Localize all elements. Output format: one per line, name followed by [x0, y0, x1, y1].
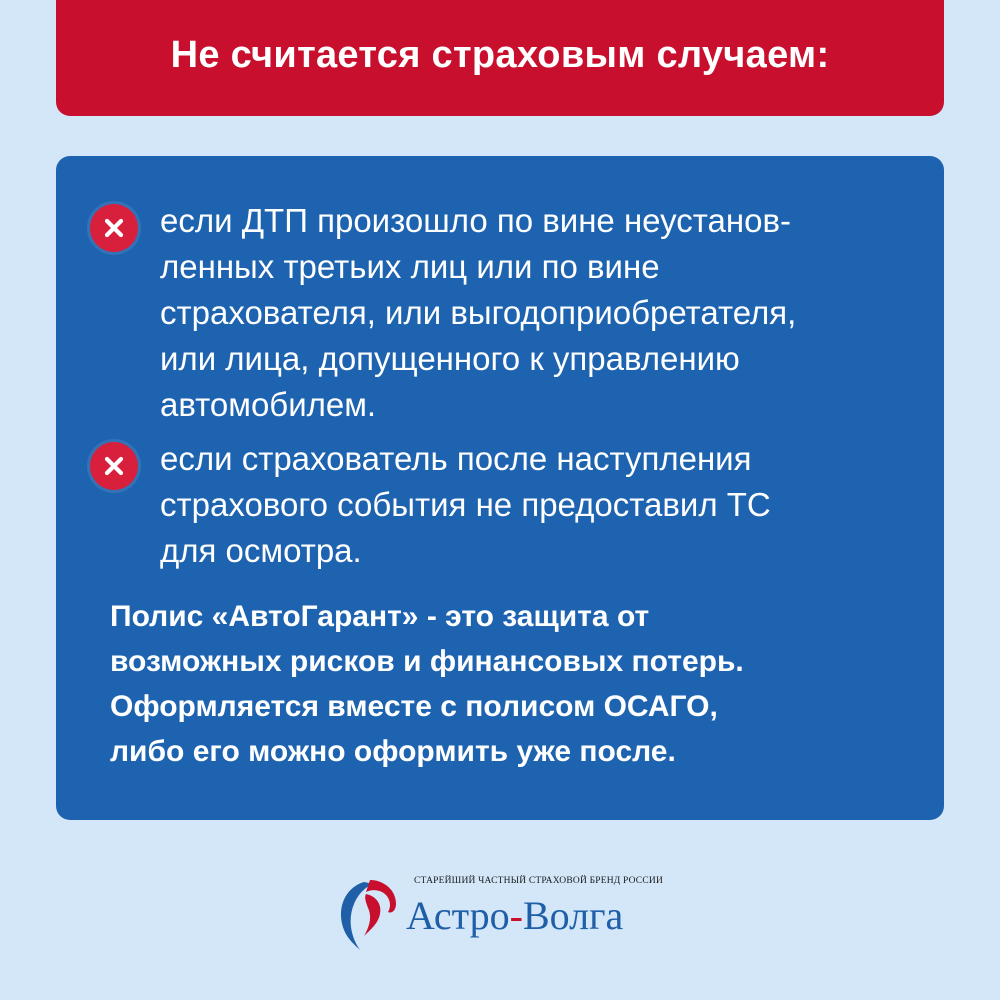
text-line: страхового события не предоставил ТС [160, 486, 771, 523]
page-title: Не считается страховым случаем: [170, 33, 830, 76]
summary-line: Полис «АвтоГарант» - это защита от [110, 600, 650, 633]
text-line: для осмотра. [160, 532, 362, 569]
text-line: автомобилем. [160, 386, 377, 423]
x-icon [90, 204, 138, 252]
list-item-text [160, 198, 796, 428]
text-line: страхователя, или выгодоприобретателя, [160, 294, 797, 331]
brand-logo [330, 862, 690, 952]
list-item [90, 198, 920, 428]
summary-line: возможных рисков и финансовых потерь. [110, 645, 744, 678]
summary-text [110, 594, 920, 774]
summary-line: Оформляется вместе с полисом ОСАГО, [110, 690, 718, 723]
text-line: если ДТП произошло по вине неустанов- [160, 202, 791, 239]
text-line: если страхователь после наступления [160, 440, 752, 477]
text-line: ленных третьих лиц или по вине [160, 248, 660, 285]
logo-emblem-icon [330, 870, 410, 954]
logo-name [406, 892, 623, 939]
list-item [90, 436, 920, 574]
logo-name-part2: Волга [522, 893, 624, 938]
logo-name-part1: Астро [406, 893, 510, 938]
header-banner [56, 0, 944, 116]
logo-tagline: СТАРЕЙШИЙ ЧАСТНЫЙ СТРАХОВОЙ БРЕНД РОССИИ [414, 876, 664, 886]
info-card [56, 156, 944, 820]
text-line: или лица, допущенного к управлению [160, 340, 740, 377]
summary-line: либо его можно оформить уже после. [110, 735, 676, 768]
x-icon [90, 442, 138, 490]
logo-name-hyphen: - [509, 893, 523, 938]
list-item-text [160, 436, 771, 574]
